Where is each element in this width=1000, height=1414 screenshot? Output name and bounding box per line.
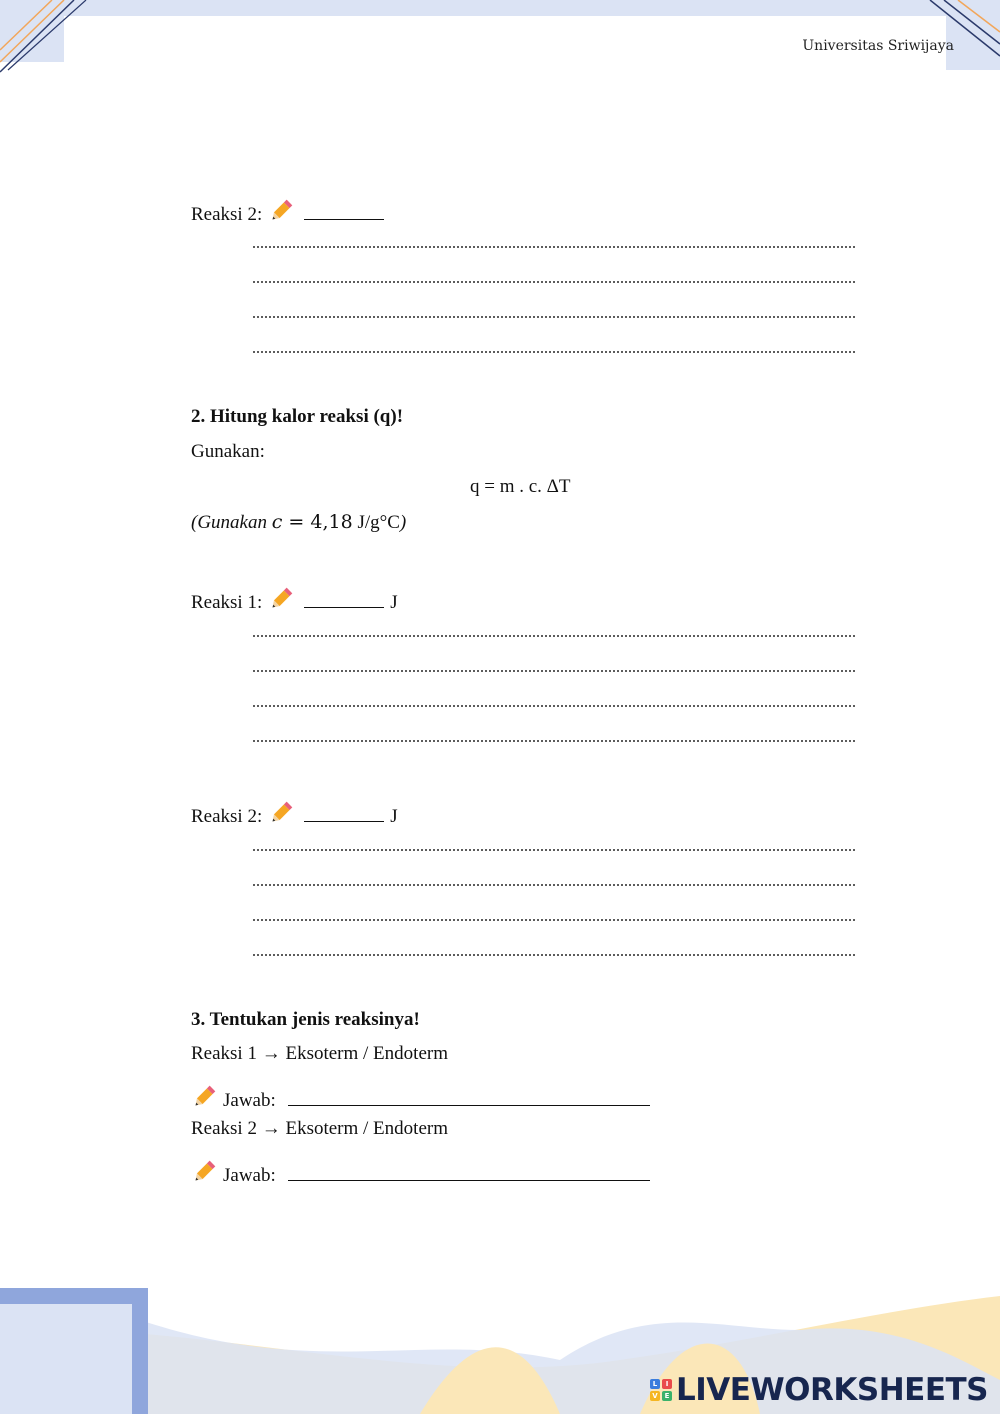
answer-dotted-line bbox=[252, 954, 855, 956]
liveworksheets-logo[interactable] bbox=[650, 1372, 988, 1408]
answer-dotted-line bbox=[252, 281, 855, 283]
answer-dotted-line bbox=[252, 635, 855, 637]
reaction1-type-answer-blank[interactable] bbox=[288, 1087, 650, 1106]
logo-letter: V bbox=[650, 1391, 660, 1401]
pencil-icon bbox=[268, 800, 294, 826]
note-unit: J/g°C bbox=[352, 512, 400, 533]
answer-dotted-line bbox=[252, 919, 855, 921]
answer-dotted-line bbox=[252, 740, 855, 742]
note-value: 4,18 bbox=[310, 511, 353, 533]
s2-reaction2-label: Reaksi 2: bbox=[191, 806, 263, 827]
answer-dotted-line bbox=[252, 316, 855, 318]
note-equals: = bbox=[282, 511, 311, 533]
reaction1-answer-row bbox=[191, 1080, 650, 1113]
s2-reaction2-row bbox=[191, 796, 398, 829]
note-suffix: ) bbox=[399, 512, 407, 533]
s2-reaction1-unit: J bbox=[390, 592, 398, 613]
s2-reaction2-unit: J bbox=[390, 806, 398, 827]
reaction2-type-prompt: Reaksi 2 → Eksoterm / Endoterm bbox=[191, 1118, 448, 1139]
answer-dotted-line bbox=[252, 670, 855, 672]
section2-use-label: Gunakan: bbox=[191, 441, 265, 462]
s2-reaction2-answer-blank[interactable] bbox=[304, 803, 384, 822]
answer-label: Jawab: bbox=[223, 1090, 276, 1111]
specific-heat-note bbox=[191, 510, 406, 535]
pencil-icon bbox=[191, 1084, 217, 1110]
answer-label: Jawab: bbox=[223, 1165, 276, 1186]
answer-dotted-line bbox=[252, 246, 855, 248]
note-variable: c bbox=[271, 511, 283, 533]
answer-dotted-line bbox=[252, 705, 855, 707]
section3-heading: 3. Tentukan jenis reaksinya! bbox=[191, 1009, 420, 1030]
s2-reaction1-answer-blank[interactable] bbox=[304, 589, 384, 608]
logo-letter: E bbox=[662, 1391, 672, 1401]
note-prefix: (Gunakan bbox=[191, 512, 272, 533]
answer-dotted-line bbox=[252, 849, 855, 851]
s1-reaction2-answer-blank[interactable] bbox=[304, 201, 384, 220]
reaction2-type-answer-blank[interactable] bbox=[288, 1162, 650, 1181]
s1-reaction2-label: Reaksi 2: bbox=[191, 204, 263, 225]
institution-name: Universitas Sriwijaya bbox=[802, 38, 954, 54]
pencil-icon bbox=[268, 198, 294, 224]
logo-text: LIVEWORKSHEETS bbox=[676, 1372, 988, 1408]
section2-heading: 2. Hitung kalor reaksi (q)! bbox=[191, 406, 404, 427]
heat-formula: q = m . c. ΔT bbox=[470, 476, 571, 497]
s2-reaction1-row bbox=[191, 582, 398, 615]
pencil-icon bbox=[268, 586, 294, 612]
s1-reaction2-row bbox=[191, 194, 384, 227]
logo-letter: I bbox=[662, 1379, 672, 1389]
answer-dotted-line bbox=[252, 351, 855, 353]
logo-letter: L bbox=[650, 1379, 660, 1389]
reaction1-type-prompt: Reaksi 1 → Eksoterm / Endoterm bbox=[191, 1043, 448, 1064]
answer-dotted-line bbox=[252, 884, 855, 886]
pencil-icon bbox=[191, 1159, 217, 1185]
s2-reaction1-label: Reaksi 1: bbox=[191, 592, 263, 613]
logo-mark-icon bbox=[650, 1379, 672, 1401]
reaction2-answer-row bbox=[191, 1155, 650, 1188]
